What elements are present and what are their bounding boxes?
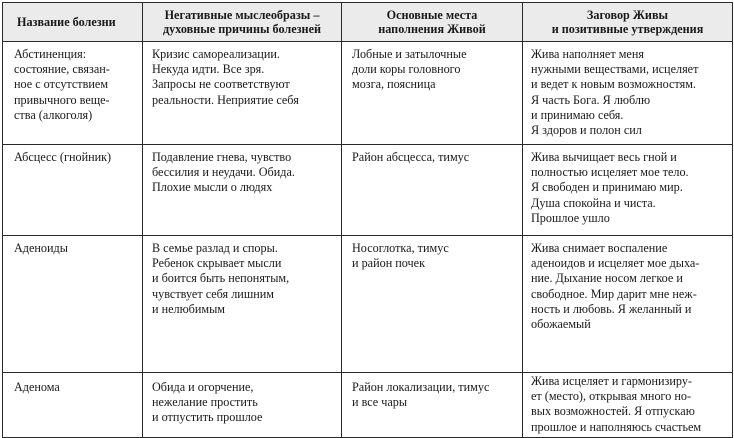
cell-text-line: Жива исцеляет и гармонизиру- <box>531 374 692 388</box>
cell-text-line: прошлое и наполняюсь счастьем <box>531 419 702 434</box>
cell-filling-places <box>342 373 523 438</box>
cell-text-line: Плохие мысли о людях <box>152 180 273 195</box>
cell-text-line: Некуда идти. Все зря. <box>152 62 265 77</box>
cell-text-line: обожаемый <box>531 317 591 332</box>
cell-text-line: Душа спокойна и чиста. <box>531 195 656 210</box>
cell-text-line: Аденоиды <box>14 241 68 255</box>
cell-text-line: Абсцесс (гнойник) <box>14 150 112 164</box>
header-text: Заговор Живы <box>586 7 669 22</box>
cell-text-line: Я свободен и принимаю мир. <box>531 180 683 195</box>
cell-text-line: Лобные и затылочные <box>352 47 467 61</box>
cell-text-line: ность и любовь. Я желанный и <box>531 301 692 316</box>
cell-text-line: нежелание простить <box>152 395 258 410</box>
cell-text-line: аденоидов и исцеляет мое дыха- <box>531 256 700 271</box>
cell-disease-name <box>3 42 143 145</box>
cell-text-line: ние. Дыхание носом легкое и <box>531 271 683 286</box>
cell-text-line: Жива снимает воспаление <box>531 241 668 255</box>
cell-text-line: Запросы не соответствуют <box>152 77 290 92</box>
cell-text-line: Ребенок скрывает мысли <box>152 256 282 271</box>
cell-text-line: нужными веществами, исцеляет <box>531 62 699 77</box>
cell-text-line: Я часть Бога. Я люблю <box>531 92 651 107</box>
cell-text-line: Абстиненция: <box>14 47 87 61</box>
cell-filling-places <box>342 42 523 145</box>
cell-text-line: Район абсцесса, тимус <box>352 150 470 164</box>
cell-text-line: и принимаю себя. <box>531 107 624 122</box>
header-row <box>3 3 733 42</box>
header-text: и позитивные утверждения <box>551 22 704 36</box>
header-disease-name <box>3 3 143 42</box>
cell-text-line: В семье разлад и споры. <box>152 241 278 255</box>
cell-text-line: и нелюбимым <box>152 301 226 316</box>
cell-text-line: мозга, поясница <box>352 77 436 92</box>
cell-affirmations <box>523 236 733 373</box>
cell-text-line: ное с отсутствием <box>14 77 109 92</box>
cell-text-line: Обида и огорчение, <box>152 380 254 394</box>
cell-text-line: Жива вычищает весь гной и <box>531 150 677 164</box>
cell-negative-thoughts <box>143 145 342 236</box>
cell-text-line: Подавление гнева, чувство <box>152 150 292 164</box>
header-text: Основные места <box>386 7 478 22</box>
table-row <box>3 42 733 145</box>
cell-text-line: вых возможностей. Я отпускаю <box>531 404 695 419</box>
header-filling-places <box>342 3 523 42</box>
cell-text-line: бессилия и неудачи. Обида. <box>152 165 295 180</box>
cell-negative-thoughts <box>143 42 342 145</box>
cell-text-line: свободное. Мир дарит мне неж- <box>531 286 697 301</box>
cell-text-line: и район почек <box>352 256 426 271</box>
cell-text-line: Район локализации, тимус <box>352 380 490 394</box>
header-text: Негативные мыслеобразы – <box>164 7 320 22</box>
header-negative-thoughts <box>143 3 342 42</box>
cell-negative-thoughts <box>143 373 342 438</box>
cell-text-line: полностью исцеляет мое тело. <box>531 165 689 180</box>
header-text: духовные причины болезней <box>162 22 322 36</box>
cell-text-line: Кризис самореализации. <box>152 47 280 61</box>
cell-text-line: привычного веще- <box>14 92 110 107</box>
cell-text-line: состояние, связан- <box>14 62 110 77</box>
cell-disease-name <box>3 145 143 236</box>
cell-text-line: реальности. Неприятие себя <box>152 92 299 107</box>
cell-affirmations <box>523 373 733 438</box>
cell-text-line: и отпустить прошлое <box>152 410 263 425</box>
cell-filling-places <box>342 236 523 373</box>
cell-text-line: ства (алкоголя) <box>14 107 93 122</box>
table-row <box>3 373 733 438</box>
cell-filling-places <box>342 145 523 236</box>
cell-text-line: Аденома <box>14 380 60 394</box>
cell-text-line: и ведет к новым возможностям. <box>531 77 696 92</box>
cell-text-line: и все чары <box>352 395 408 410</box>
cell-negative-thoughts <box>143 236 342 373</box>
cell-text-line: доли коры головного <box>352 62 461 77</box>
cell-text-line: ет (место), открывая много но- <box>531 389 692 404</box>
header-affirmations <box>523 3 733 42</box>
header-text: Название болезни <box>17 14 116 29</box>
cell-text-line: и боится быть непонятым, <box>152 271 290 286</box>
cell-affirmations <box>523 42 733 145</box>
cell-text-line: Носоглотка, тимус <box>352 241 449 255</box>
cell-text-line: Прошлое ушло <box>531 210 610 225</box>
cell-disease-name <box>3 373 143 438</box>
cell-text-line: Жива наполняет меня <box>531 47 644 61</box>
disease-table <box>2 2 733 438</box>
header-text: наполнения Живой <box>378 22 486 36</box>
cell-affirmations <box>523 145 733 236</box>
table-row <box>3 236 733 373</box>
cell-text-line: Я здоров и полон сил <box>531 123 642 138</box>
table-row <box>3 145 733 236</box>
cell-text-line: чувствует себя лишним <box>152 286 274 301</box>
cell-disease-name <box>3 236 143 373</box>
